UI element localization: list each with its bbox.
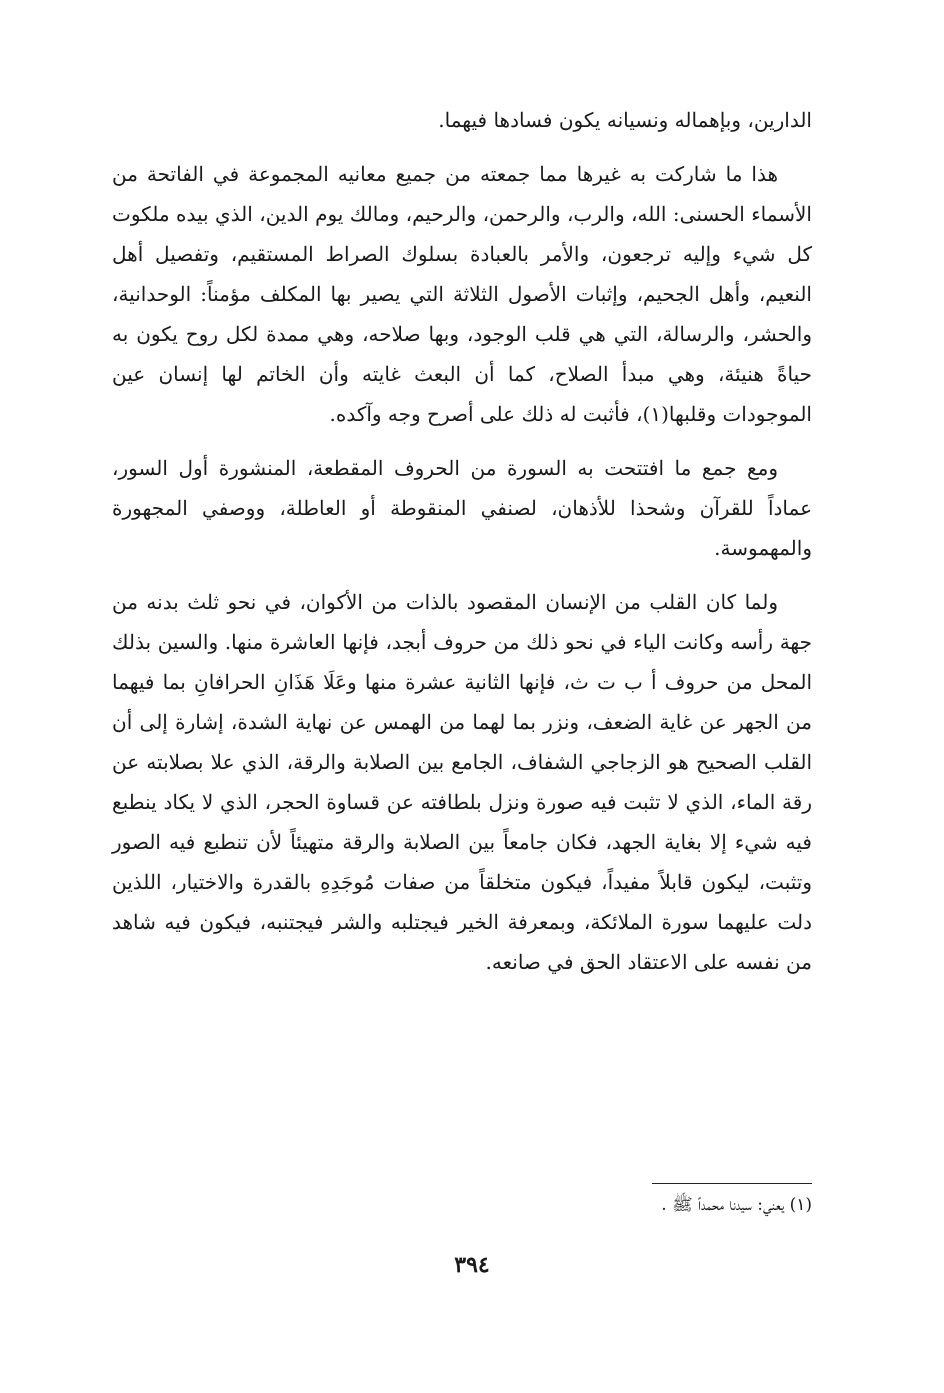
paragraph-3: ومع جمع ما افتتحت به السورة من الحروف المقطعة، المنشورة أول السور، عماداً للقرآن وشحذا للأذهان، لصنفي المنقوطة أو العاطلة، ووصفي المجهورة والمهموسة. bbox=[112, 456, 812, 560]
paragraph-2: هذا ما شاركت به غيرها مما جمعته من جميع معانيه المجموعة في الفاتحة من الأسماء الحسنى: الله، والرب، والرحمن، والرحيم، ومالك يوم الدين، الذي بيده ملكوت كل شيء وإليه ترجعون، والأمر بالعبادة بسلوك الصراط المستقيم، وتفصيل أهل النعيم، وأهل الجحيم، وإثبات الأصول الثلاثة التي يصير بها المكلف مؤمناً: الوحدانية، والحشر، والرسالة، التي هي قلب الوجود، وبها صلاحه، وهي ممدة لكل روح يكون به حياةً هنيئة، وهي مبدأ الصلاح، كما أن البعث غايته وأن الخاتم لها إنسان عين الموجودات وقلبها(١)، فأثبت له ذلك على أصرح وجه وآكده. bbox=[112, 162, 813, 426]
footnote: (١) يعني: سيدنا محمداً ﷺ . bbox=[661, 1195, 812, 1215]
paragraph-1: الدارين، وبإهماله ونسيانه يكون فسادها فيهما. bbox=[438, 108, 812, 132]
paragraph-4: ولما كان القلب من الإنسان المقصود بالذات من الأكوان، في نحو ثلث بدنه من جهة رأسه وكانت الياء في نحو ذلك من حروف أبجد، فإنها العاشرة منها. والسين بذلك المحل من حروف أ ب ت ث، فإنها الثانية عشرة منها وعَلَا هَذَانِ الحرافانِ بما فيهما من الجهر عن غاية الضعف، ونزر بما لهما من الهمس عن نهاية الشدة، إشارة إلى أن القلب الصحيح هو الزجاجي الشفاف، الجامع بين الصلابة والرقة، الذي علا بصلابته عن رقة الماء، الذي لا تثبت فيه صورة ونزل بلطافته عن قساوة الحجر، الذي لا يكاد ينطبع فيه شيء إلا بغاية الجهد، فكان جامعاً بين الصلابة والرقة متهيئاً لأن تنطبع فيه الصور وتثبت، ليكون قابلاً مفيداً، فيكون متخلقاً من صفات مُوجَدِهِ بالقدرة والاختيار، اللذين دلت عليهما سورة الملائكة، وبمعرفة الخير فيجتلبه والشر فيجتنبه، فيكون فيه شاهد من نفسه على الاعتقاد الحق في صانعه. bbox=[112, 590, 812, 974]
page-number: ٣٩٤ bbox=[454, 1252, 490, 1278]
footnote-divider bbox=[652, 1183, 812, 1184]
main-text bbox=[112, 100, 812, 996]
